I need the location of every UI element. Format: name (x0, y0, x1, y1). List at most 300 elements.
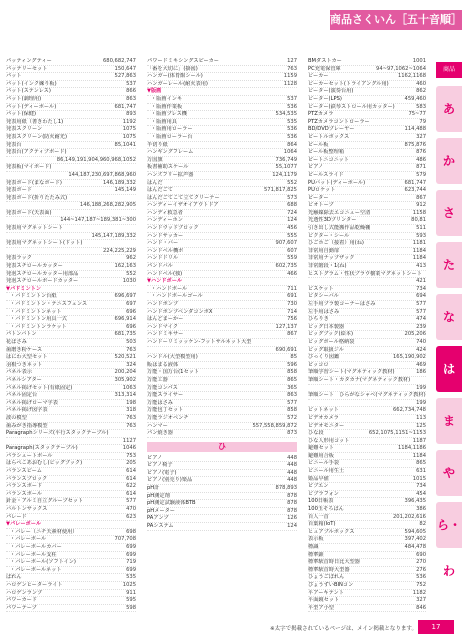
entry-pages: 552 (126, 270, 136, 277)
entry-name: 100日帳表 (308, 498, 334, 505)
entry-name: 万国旗 (147, 156, 163, 163)
entry-name: バランスビーム (6, 468, 42, 475)
entry-pages: 146,189,332 (102, 179, 136, 186)
entry-pages: 864 (287, 141, 297, 148)
index-entry (147, 392, 297, 400)
entry-pages: 1063 (122, 384, 136, 391)
entry-name: ビーカーセット(トライアングル用) (308, 80, 389, 87)
index-entry (147, 142, 297, 150)
index-entry (6, 369, 136, 377)
entry-pages: 740 (416, 338, 426, 345)
entry-name (6, 202, 80, 209)
entry-name: ひちりき (308, 316, 329, 323)
entry-pages: 318 (126, 407, 136, 414)
index-entry (308, 142, 426, 150)
entry-pages: 631 (416, 468, 426, 475)
index-entry (147, 96, 297, 104)
entry-pages: 224,225,229 (102, 247, 136, 254)
entry-pages: 866 (126, 88, 136, 95)
index-entry (147, 339, 297, 347)
entry-pages: 681,747 (404, 179, 426, 186)
entry-name: はらぺこあおむし(ビッグブック) (6, 460, 83, 467)
index-entry (147, 149, 297, 157)
entry-pages: 1182 (412, 589, 426, 596)
index-entry (6, 582, 136, 590)
entry-name: ・バドミントン・テニスフェンス (10, 301, 88, 307)
entry-pages: 324 (126, 361, 136, 368)
index-entry (6, 157, 136, 165)
entry-name: 標準駅首時日比大型器 (308, 559, 360, 566)
index-entry (147, 324, 297, 332)
index-entry (308, 468, 426, 476)
entry-pages: 327 (416, 597, 426, 604)
entry-name: ビッグボール格納袋 (308, 338, 355, 345)
entry-pages: 1162,1168 (397, 73, 426, 80)
entry-pages: 907,607 (275, 240, 297, 247)
index-entry (147, 316, 297, 324)
index-entry (6, 400, 136, 408)
entry-name: BMダストカー (308, 58, 342, 64)
entry-pages: 327 (416, 133, 426, 140)
entry-name: 平面鏡セット (308, 597, 340, 604)
index-section-heading: ▼バドミントン (6, 286, 136, 294)
entry-name: 万能ラジオペンチ (147, 414, 189, 421)
kana-tab[interactable]: ら・わ (436, 502, 462, 548)
entry-name: ハンドドリル (147, 255, 179, 262)
entry-name: ピアノ(別売り)楽品 (147, 477, 193, 484)
index-entry (308, 498, 426, 506)
entry-pages: 753 (126, 452, 136, 459)
entry-name: ・版画用具 (151, 118, 177, 125)
entry-pages: 559 (287, 255, 297, 262)
index-entry (6, 142, 136, 150)
entry-name: パット (6, 73, 22, 80)
index-entry (308, 263, 426, 271)
entry-pages: 511 (416, 225, 426, 232)
entry-name: 発表用紙（書きわたし1) (6, 118, 64, 125)
index-entry (6, 567, 136, 575)
entry-name: パット(保健) (6, 111, 36, 118)
entry-pages: 736,749 (275, 156, 297, 163)
index-entry (6, 491, 136, 499)
entry-pages: 763 (126, 346, 136, 353)
entry-pages: 448 (287, 454, 297, 461)
entry-pages: 572 (287, 414, 297, 421)
entry-name: pHメーター (147, 507, 175, 514)
kana-section-header: ひ (147, 442, 297, 452)
entry-pages: 878 (287, 492, 297, 499)
entry-name: ビーター(LPS) (308, 95, 342, 102)
entry-name: 非常用ナップザック (308, 255, 355, 262)
index-entry (147, 66, 297, 74)
entry-pages: 696,697 (114, 293, 136, 300)
index-entry (308, 377, 426, 385)
index-entry (308, 248, 426, 256)
entry-name: ピール板整理箱 (308, 149, 345, 156)
entry-name: 万能包丁セット (147, 407, 184, 414)
entry-name: 発表用マグネットシート(ドット) (6, 240, 83, 247)
entry-pages: 484,478 (404, 544, 426, 550)
index-entry (6, 88, 136, 96)
entry-pages: 421 (416, 278, 426, 285)
index-column-3 (308, 58, 426, 612)
index-entry (147, 217, 297, 225)
entry-pages: 878 (287, 500, 297, 507)
entry-name: ピールスライド (308, 171, 344, 178)
entry-name: PTZカメラ (308, 111, 334, 118)
entry-pages: 696 (126, 308, 136, 315)
index-entry (147, 111, 297, 119)
entry-name: パネル固定台 (6, 392, 38, 399)
entry-pages: 85 (290, 354, 297, 361)
entry-name: 筆順シート ひらがなシャベ(マグネティック教材) (308, 392, 426, 399)
entry-name (6, 233, 91, 240)
entry-name: ビスケット (308, 285, 334, 292)
entry-name: 万能・国万台(1セット (147, 369, 200, 376)
index-entry (147, 309, 297, 317)
entry-name: ヒストグラム・性状ブラウ樹業マグネットシート (308, 270, 422, 277)
entry-name: ビーカー (308, 73, 329, 80)
index-entry (308, 392, 426, 400)
entry-name: パッティングティー (6, 58, 52, 64)
entry-name: 筆順シート・カタカナ(マグネティック教材) (308, 376, 411, 383)
entry-pages: 201,202,616 (392, 513, 426, 520)
index-entry (6, 164, 136, 172)
entry-name: 平アーキテント (308, 589, 344, 596)
index-entry (147, 455, 297, 463)
entry-pages: 162,163 (114, 263, 136, 270)
entry-name: 万能工器 (147, 376, 168, 383)
entry-name: ・バレーボール(ソフトイン) (10, 559, 76, 566)
entry-name: 発表スクリーン(防火耐光) (6, 133, 68, 140)
entry-name: 平型ア小型 (308, 604, 334, 611)
entry-name: ひょうごぼれん (308, 574, 345, 581)
kana-tab[interactable]: さ (436, 190, 462, 236)
index-entry (308, 309, 426, 317)
entry-name: パッテリーセット (6, 65, 48, 72)
index-entry (308, 301, 426, 309)
entry-pages: 573 (287, 194, 297, 201)
index-entry (147, 134, 297, 142)
entry-name: パット(インク練り板) (6, 80, 57, 87)
entry-pages: 691 (287, 293, 297, 300)
entry-pages: 863 (287, 392, 297, 399)
entry-pages: 1187 (412, 437, 426, 444)
entry-pages: 124 (287, 523, 297, 530)
entry-name: ・版画作業板 (151, 103, 183, 110)
entry-pages: 714 (287, 308, 297, 315)
index-entry (147, 301, 297, 309)
entry-name: 発表スチロールカッター (6, 263, 63, 270)
entry-pages: 199 (416, 384, 426, 391)
entry-name: ピアノ(電子) (147, 469, 177, 476)
entry-name: ビッグ取扱ジル (308, 346, 344, 353)
entry-name: ハンディ救急者 (147, 209, 183, 216)
index-entry (308, 111, 426, 119)
index-entry (308, 476, 426, 484)
entry-pages: 127 (287, 58, 297, 64)
index-entry (147, 210, 297, 218)
entry-name: パネル掲げセット(有紙固定) (6, 384, 73, 391)
entry-name: 発泡スチロールカッター用部品 (6, 270, 79, 277)
entry-name: パン焼き器 (147, 430, 173, 437)
index-entry (147, 126, 297, 134)
entry-name: ハロゲンランプ (6, 589, 43, 596)
entry-pages: 602,735 (275, 263, 297, 270)
entry-name: pH測定試験液体BTB (147, 500, 196, 507)
entry-pages: 893 (126, 111, 136, 118)
entry-pages: 1015 (412, 475, 426, 482)
entry-pages: 75~77 (408, 111, 426, 118)
entry-name: 販はまる液体 (147, 361, 179, 368)
entry-pages: 537 (126, 80, 136, 87)
index-entry (6, 377, 136, 385)
entry-pages: 536 (287, 133, 297, 140)
entry-pages: 1064 (283, 149, 297, 156)
entry-pages: 1127 (122, 437, 136, 444)
entry-pages: 614 (126, 475, 136, 482)
entry-pages: 448 (287, 469, 297, 476)
entry-name: パラシュートボール (6, 452, 53, 459)
index-entry (147, 377, 297, 385)
kana-tabs (436, 86, 462, 578)
index-entry (308, 126, 426, 134)
index-entry (147, 477, 297, 485)
entry-pages: 534,535 (275, 111, 297, 118)
entry-pages: 80,81 (411, 217, 426, 224)
index-entry (308, 491, 426, 499)
entry-pages: 763 (126, 422, 136, 429)
index-entry (6, 536, 136, 544)
entry-name: ハンディーホン (147, 217, 183, 224)
entry-name: 発表用マグネットシート (6, 225, 64, 232)
index-entry (308, 369, 426, 377)
entry-name: はんどまーかー (147, 316, 184, 323)
entry-name: 引き出し式能搬作品乾燥棚 (308, 225, 371, 232)
entry-name: 発表スクリーン (6, 126, 43, 133)
index-entry (6, 385, 136, 393)
entry-name: ビデオカメラ (308, 414, 339, 421)
entry-name: 発表ボード(折りたたみ式) (6, 194, 68, 201)
entry-pages: 730 (287, 301, 297, 307)
entry-pages: 577 (416, 301, 426, 307)
entry-pages: 756 (287, 316, 297, 323)
entry-name: パット(ディーポール) (6, 103, 57, 110)
tab-products-label: 商品 (436, 62, 462, 78)
entry-name: 発表台(アクティブボード) (6, 149, 67, 156)
index-entry (6, 73, 136, 81)
entry-pages: 199 (416, 399, 426, 406)
entry-name: 標準駅首時大型器 (308, 566, 350, 573)
index-entry (6, 240, 136, 248)
entry-pages: 448 (287, 462, 297, 469)
index-entry (147, 407, 297, 415)
entry-name: パワードミキシングスピーカー (147, 58, 219, 64)
index-entry (6, 255, 136, 263)
entry-name: 左手用はさみ (308, 308, 340, 315)
entry-name: 表示板 (308, 536, 324, 543)
entry-name: PC充電保管庫 (308, 65, 341, 72)
kana-tab[interactable]: た (436, 242, 462, 288)
entry-pages: 724 (287, 209, 297, 216)
entry-name: ・バドミントンラケット (10, 323, 67, 330)
index-entry (147, 104, 297, 112)
index-entry (6, 590, 136, 598)
entry-name: ハンドサッカー (147, 232, 184, 239)
entry-name: 姫品早値 (308, 475, 329, 482)
entry-pages: 1158 (412, 209, 426, 216)
entry-name: ビニール用生土 (308, 468, 345, 475)
entry-name: ・版画用ローラー (151, 126, 193, 133)
entry-pages: 871 (416, 164, 426, 171)
entry-name: ばれん (6, 574, 22, 581)
entry-pages: 878,893 (275, 485, 297, 492)
entry-name: パネル掲げ図字表 (6, 407, 48, 414)
index-entry (6, 605, 136, 613)
entry-pages: 873 (287, 430, 297, 437)
entry-name: ピートルボックス (308, 133, 350, 140)
index-entry (308, 217, 426, 225)
entry-pages: 622 (126, 483, 136, 490)
index-entry (6, 278, 136, 286)
index-entry (308, 271, 426, 279)
index-entry (6, 187, 136, 195)
entry-name: ハンガーレール(耐火表用) (147, 80, 208, 87)
index-entry (147, 172, 297, 180)
entry-pages: 867 (287, 331, 297, 338)
index-entry (6, 331, 136, 339)
entry-pages: 82 (419, 521, 426, 528)
kana-tab[interactable]: や (436, 450, 462, 496)
entry-pages: 535 (126, 574, 136, 581)
index-entry (308, 552, 426, 560)
index-entry (6, 58, 136, 66)
entry-pages: 305,902 (114, 376, 136, 383)
entry-name (6, 157, 57, 164)
entry-name: 標識 (308, 544, 319, 550)
entry-name (308, 385, 416, 392)
entry-pages: 699 (126, 551, 136, 558)
index-section-heading: ▼版画 (147, 88, 297, 96)
index-entry (308, 210, 426, 218)
entry-pages: 596 (287, 361, 297, 368)
entry-pages: 536 (287, 103, 297, 110)
entry-name: パット(ステンレス) (6, 88, 51, 95)
entry-name: ハンドミキサー (147, 331, 184, 338)
entry-pages: 113 (416, 414, 426, 421)
entry-pages: 652,1075,1151~1153 (368, 430, 426, 437)
entry-pages: 571,817,825 (263, 187, 297, 194)
index-entry (308, 134, 426, 142)
page-header (0, 0, 462, 38)
index-entry (308, 460, 426, 468)
index-entry (308, 362, 426, 370)
index-entry (6, 415, 136, 423)
index-entry (6, 392, 136, 400)
entry-pages: 681,735 (114, 331, 136, 338)
entry-pages: 688 (287, 202, 297, 209)
index-entry (6, 225, 136, 233)
entry-pages: 456 (287, 225, 297, 232)
entry-name: 発表板(マイボード) (6, 164, 52, 171)
entry-pages: 1181 (412, 240, 426, 247)
entry-name: バランスボール (6, 490, 43, 497)
entry-name: ピアノ (147, 454, 163, 461)
entry-pages: 699 (126, 566, 136, 573)
entry-name: パンドバル (147, 263, 173, 270)
kana-tab[interactable]: か (436, 138, 462, 184)
entry-pages: 124 (287, 217, 297, 224)
entry-name: ビーター(演奏台用) (308, 88, 354, 95)
entry-name: パット(調理用) (6, 95, 42, 102)
entry-pages: 144,187,230,697,868,960 (68, 171, 136, 178)
index-entry (308, 225, 426, 233)
entry-name: 波の模型 (6, 414, 27, 421)
entry-pages: 239 (416, 323, 426, 330)
entry-pages: 1184 (412, 247, 426, 254)
entry-name: ・バドミントンネット (10, 308, 62, 315)
entry-pages: 486 (416, 156, 426, 163)
index-entry (308, 529, 426, 537)
index-entry (147, 331, 297, 339)
kana-tab[interactable]: は (436, 346, 462, 392)
entry-pages: 1030 (122, 278, 136, 285)
entry-pages: 719 (126, 559, 136, 566)
index-entry (308, 407, 426, 415)
entry-name: ハンドベル機ボ (147, 247, 184, 254)
entry-pages: 460 (416, 80, 426, 87)
entry-pages: 557,558,859,872 (252, 422, 297, 429)
entry-name: Paragraphシリーズ(平行スタックテーブル) (6, 430, 109, 437)
kana-tab[interactable]: あ (436, 86, 462, 132)
index-entry (308, 347, 426, 355)
entry-pages: 413 (416, 263, 426, 270)
index-entry (147, 423, 297, 431)
entry-pages: 623 (126, 513, 136, 520)
kana-tab[interactable]: な (436, 294, 462, 340)
entry-name: ハンドウッドブロック (147, 225, 199, 232)
entry-pages: 186 (416, 369, 426, 376)
index-entry (308, 240, 426, 248)
index-entry (147, 500, 297, 508)
entry-name: 発表ボード(まなボード) (6, 179, 62, 186)
entry-name: はんだごてこて立てクリーナー (147, 194, 220, 201)
index-entry (308, 73, 426, 81)
kana-tab[interactable]: ま (436, 398, 462, 444)
entry-pages: 125 (416, 422, 426, 429)
index-entry (308, 582, 426, 590)
index-entry (147, 233, 297, 241)
entry-name: ハンドポンプペンダコンボX (147, 308, 213, 315)
entry-name: ピッコロ (308, 361, 329, 368)
entry-pages: 846 (416, 604, 426, 611)
entry-name: はんだ (147, 179, 163, 186)
index-entry (308, 544, 426, 552)
entry-name: 発表台 (6, 141, 22, 148)
entry-pages: 962 (126, 255, 136, 262)
index-entry (6, 309, 136, 317)
index-column-1 (6, 58, 136, 612)
entry-pages: 527,863 (114, 73, 136, 80)
entry-pages: 1001 (412, 58, 426, 64)
entry-pages: 1075 (122, 133, 136, 140)
entry-pages: 858 (287, 369, 297, 376)
entry-name: 歯みがき指導模型 (6, 422, 48, 429)
entry-name: バルトンサックス (6, 506, 48, 513)
entry-name: pH測定剤 (147, 492, 170, 499)
index-entry (308, 536, 426, 544)
entry-name: ビクター・シール (308, 232, 350, 239)
